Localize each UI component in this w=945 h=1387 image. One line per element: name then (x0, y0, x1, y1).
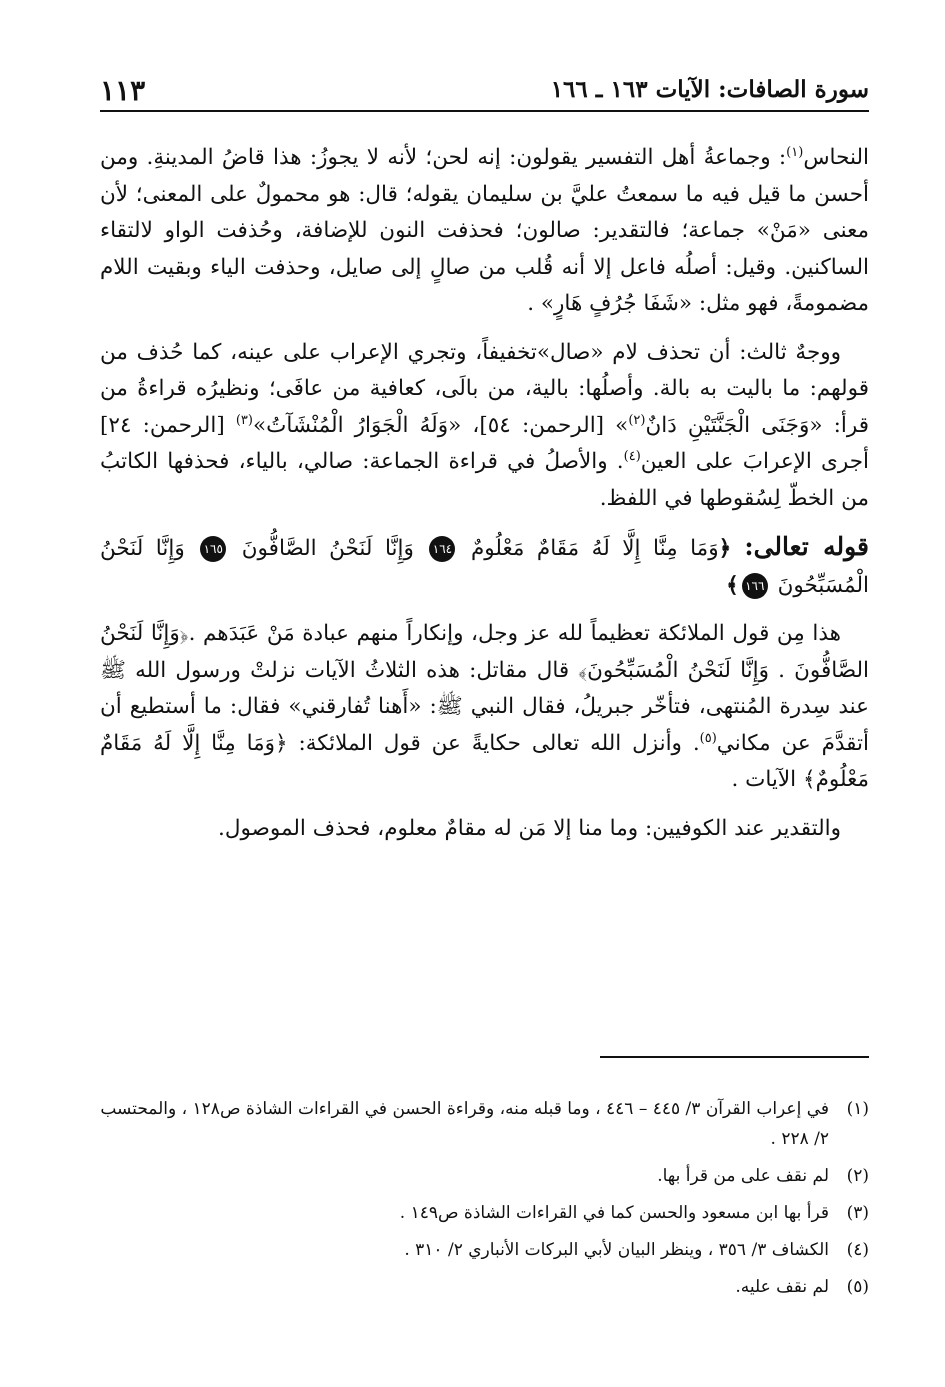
text-run: الآيات . (731, 767, 803, 792)
ayah-number-marker: ١٦٤ (429, 536, 455, 562)
verse-lead: قوله تعالى: (744, 532, 869, 561)
footnote-ref-5[interactable]: (٥) (699, 730, 717, 746)
footnote-item (100, 1272, 869, 1302)
footnote-number: (٢) (846, 1166, 869, 1186)
text-run: النحاس (803, 145, 869, 170)
footnote-ref-4[interactable]: (٤) (623, 448, 641, 464)
main-text (100, 140, 869, 859)
quran-quote: ﴿وَمَا مِنَّا إِلَّا لَهُ مَقَامٌ مَعْلُومٌ﴾ (100, 730, 869, 792)
footnote-text: في إعراب القرآن ٣/ ٤٤٥ – ٤٤٦ ، وما قبله منه، وقراءة الحسن في القراءات الشاذة ص١٢٨ ، والمحتسب ٢/ ٢٢٨ . (100, 1099, 829, 1149)
ayah-text: وَإِنَّا لَنَحْنُ الْمُسَبِّحُونَ (100, 536, 869, 598)
header-rule (100, 110, 869, 112)
paragraph-4: والتقدير عند الكوفيين: وما منا إلا مَن له مقامٌ معلوم، فحذف الموصول. (218, 815, 841, 841)
paragraph-3 (100, 616, 869, 799)
footnote-text: لم نقف عليه. (735, 1277, 829, 1297)
text-run: [الرحمن: ٢٤] أجرى الإعرابَ على العين (100, 412, 870, 474)
text-run: » [الرحمن: ٥٤]، «وَلَهُ الْجَوَارُ الْمُنْشَآتُ» (252, 412, 629, 438)
footnote-text: الكشاف ٣/ ٣٥٦ ، وينظر البيان لأبي البركات الأنباري ٢/ ٣١٠ . (404, 1240, 829, 1260)
page-number: ١١٣ (100, 74, 146, 107)
footnote-item (100, 1161, 869, 1191)
running-header (100, 76, 869, 110)
footnote-item (100, 1198, 869, 1228)
text-run: . والأصلُ في قراءة الجماعة: صالي، بالياء، فحذفها الكاتبُ من الخطّ لِسُقوطها في اللفظ. (100, 449, 869, 511)
footnote-item (100, 1094, 869, 1154)
footnote-ref-3[interactable]: (٣) (235, 412, 253, 428)
text-run: ووجهٌ ثالث: أن تحذف لام «صال»تخفيفاً، وتجري الإعراب على عينه، كما حُذف من قولهم: ما باليت به بالة. وأصلُها: بالية، من بالَى، كعافية من عافَى؛ ونظيرُه قراءةُ من قرأ: «وَجَنَى الْجَنَّتَيْنِ دَانٌ (100, 339, 869, 438)
footnotes (100, 1094, 869, 1309)
footnote-text: قرأ بها ابن مسعود والحسن كما في القراءات الشاذة ص١٤٩ . (399, 1203, 829, 1223)
quran-bracket-open: ﴿ (718, 536, 745, 561)
paragraph-2 (100, 335, 869, 518)
ayah-number-marker: ١٦٥ (200, 536, 226, 562)
verse-heading (100, 529, 869, 604)
quran-quote: ﴿وَإِنَّا لَنَحْنُ الصَّافُّونَ . وَإِنَّا لَنَحْنُ الْمُسَبِّحُونَ﴾ (100, 621, 869, 683)
footnote-number: (٣) (846, 1203, 869, 1223)
footnote-separator (600, 1056, 869, 1058)
text-run: : وجماعةُ أهل التفسير يقولون: إنه لحن؛ لأنه لا يجوزُ: هذا قاضُ المدينةِ. ومن أحسن ما قيل فيه ما سمعتُ عليَّ بن سليمان يقوله؛ قال: هو محمولٌ على المعنى؛ لأن معنى «مَنْ» جماعة؛ فالتقدير: صالون؛ فحذفت النون للإضافة، وحُذفت الواو لالتقاء الساكنين. وقيل: أصلُه فاعل إلا أنه قُلب من صالٍ إلى صايل، وحذفت الياء وبقيت اللام مضمومةً، فهو مثل: «شَفَا جُرُفٍ هَارٍ» . (100, 145, 869, 316)
footnote-ref-2[interactable]: (٢) (628, 412, 646, 428)
text-run: . وأنزل الله تعالى حكايةً عن قول الملائكة: (287, 730, 700, 756)
ayah-text: وَمَا مِنَّا إِلَّا لَهُ مَقَامٌ مَعْلُومٌ (470, 536, 719, 561)
footnote-number: (١) (846, 1099, 869, 1119)
footnote-ref-1[interactable]: (١) (786, 144, 804, 160)
paragraph-1 (100, 140, 869, 323)
footnote-item (100, 1235, 869, 1265)
footnote-number: (٤) (846, 1240, 869, 1260)
text-run: قال مقاتل: هذه الثلاثُ الآيات نزلتْ ورسول الله ﷺ عند سِدرة المُنتهى، فتأخّر جبريلُ، فقال النبي ﷺ: «أَهنا تُفارقني» فقال: ما أستطيع أن أتقدَّمَ عن مكاني (100, 657, 870, 756)
footnote-text: لم نقف على من قرأ بها. (657, 1166, 829, 1186)
quran-bracket-close: ﴾ (726, 572, 739, 598)
ayah-number-marker: ١٦٦ (742, 573, 768, 599)
chapter-title: سورة الصافات: الآيات ١٦٣ ـ ١٦٦ (550, 76, 869, 103)
ayah-text: وَإِنَّا لَنَحْنُ الصَّافُّونَ (241, 536, 414, 561)
text-run: هذا مِن قول الملائكة تعظيماً لله عز وجل، وإنكاراً منهم عبادة مَنْ عَبَدَهم . (188, 621, 841, 646)
footnote-number: (٥) (846, 1277, 869, 1297)
